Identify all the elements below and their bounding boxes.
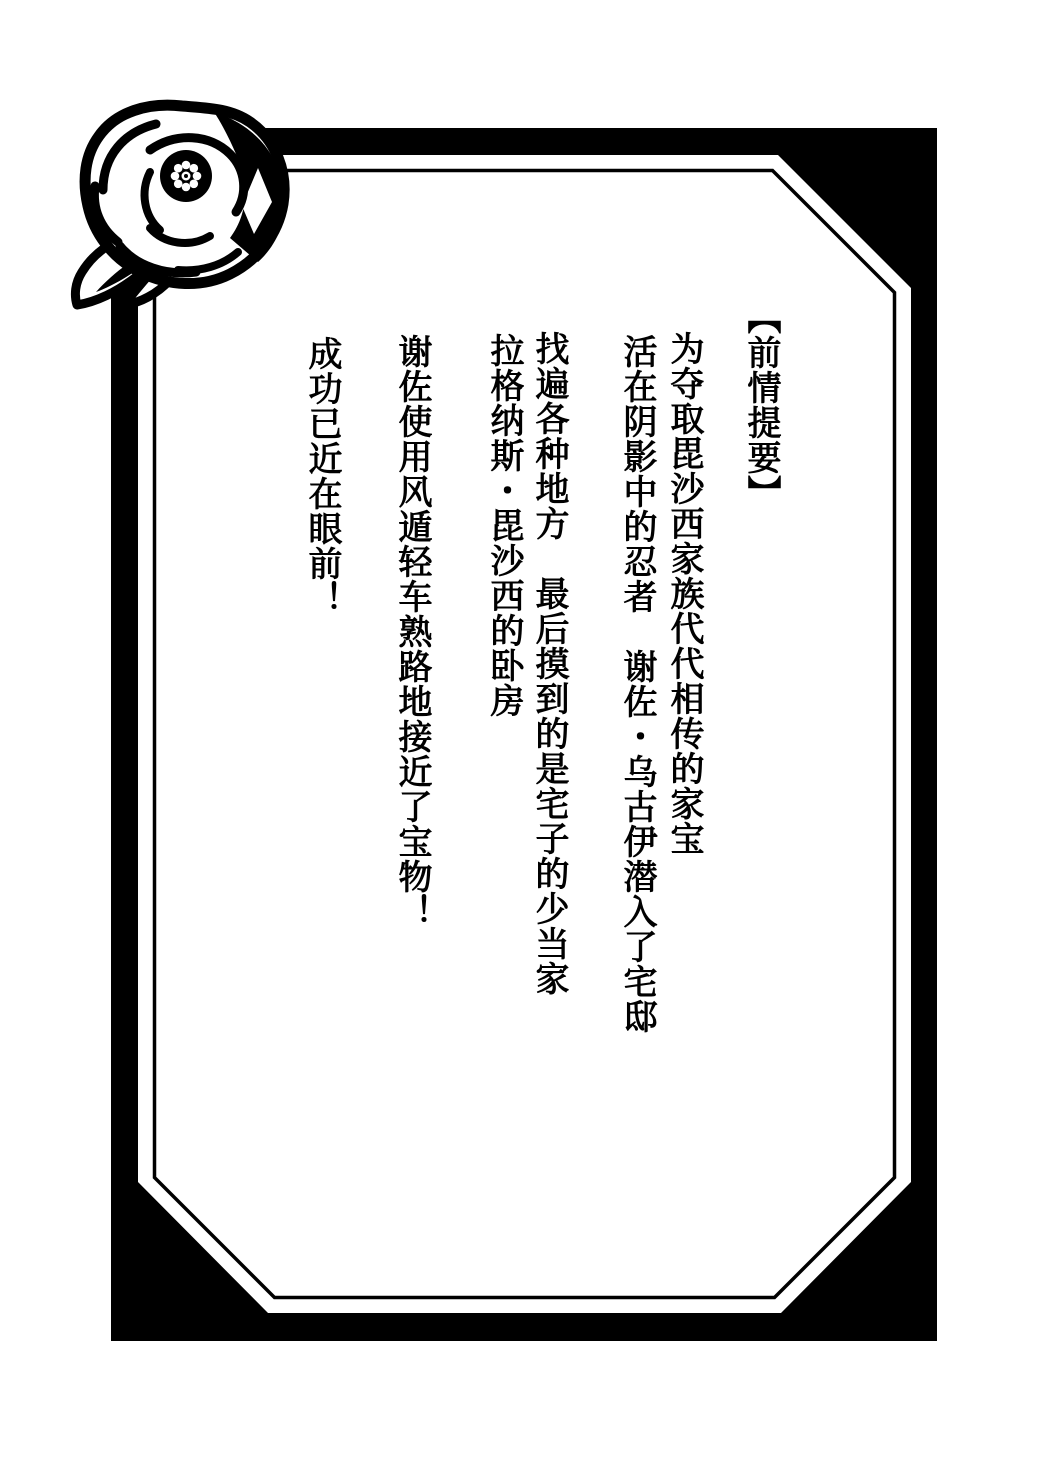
synopsis-line-5: 谢佐使用风遁轻车熟路地接近了宝物！ — [392, 334, 432, 929]
synopsis-line-4: 拉格纳斯・毘沙西的卧房 — [484, 333, 524, 718]
synopsis-line-2: 活在阴影中的忍者 谢佐・乌古伊潜入了宅邸 — [617, 334, 657, 1034]
synopsis-line-6: 成功已近在眼前！ — [302, 336, 342, 616]
synopsis-line-3: 找遍各种地方 最后摸到的是宅子的少当家 — [529, 331, 569, 996]
synopsis-line-1: 为夺取毘沙西家族代代相传的家宝 — [664, 331, 704, 856]
synopsis-heading: 【前情提要】 — [741, 300, 781, 510]
